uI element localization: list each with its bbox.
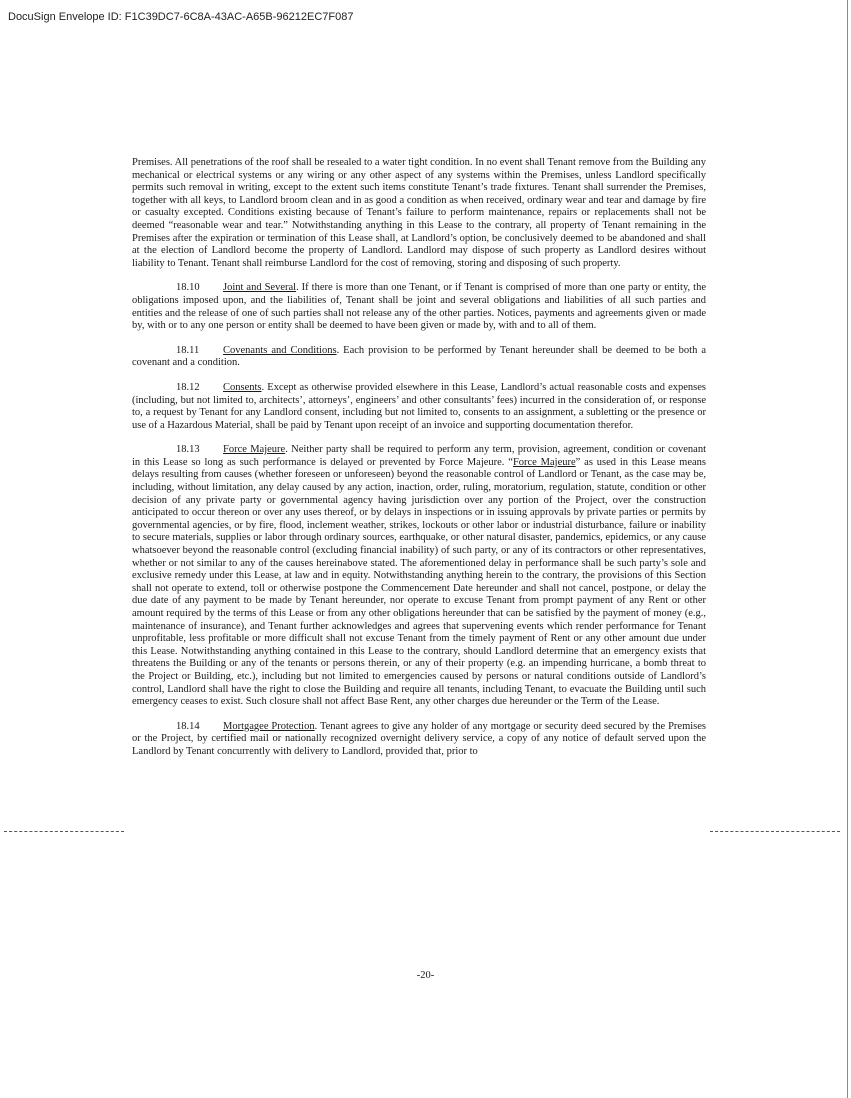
section-body: . Each provision to be performed by Tenant hereunder shall be deemed to be both a covenant and a condition. [132,344,706,369]
section-number: 18.10 [176,282,200,294]
section-title: Force Majeure [223,444,286,456]
scan-artifact-line-left [4,831,124,832]
section-number: 18.14 [176,720,200,732]
section-18-14 [132,721,706,759]
section-18-11 [132,345,706,370]
section-title: Joint and Several [223,282,297,294]
docusign-envelope-id: DocuSign Envelope ID: F1C39DC7-6C8A-43AC-A65B-96212EC7F087 [8,11,354,23]
section-body: . Except as otherwise provided elsewhere in this Lease, Landlord’s actual reasonable costs and expenses (including, but not limited to, architects’, attorneys’, engineers’ and other consultants’ fees) incurred in the consideration of, or response to, a request by Tenant for any Landlord consent, including but not limited to, consents to an assignment, a subletting or the presence or use of a Hazardous Material, shall be paid by Tenant upon receipt of an invoice and supporting documentation therefor. [132,381,706,431]
section-18-10 [132,282,706,332]
section-body-part-b: ” as used in this Lease means delays resulting from causes (whether foreseen or unforeseen) beyond the reasonable control of Landlord or Tenant, as the case may be, including, without limitation, any delay caused by any action, inaction, order, ruling, moratorium, regulation, statute, condition or other decision of any private party or governmental agency having jurisdiction over any portion of the Project, over the construction anticipated to occur thereon or over any uses thereof, or by delays in inspections or in issuing approvals by private parties or permits by governmental agencies, or by fire, flood, inclement weather, strikes, lockouts or other labor or industrial disturbance, failure or inability to secure materials, supplies or labor through ordinary sources, earthquake, or other natural disaster, pandemics, epidemics, or any cause whatsoever beyond the reasonable control (excluding financial inability) of such party, or any of its contractors or other representatives, whether or not similar to any of the causes hereinabove stated. The aforementioned delay in performance shall be such party’s sole and exclusive remedy under this Lease, at law and in equity. Notwithstanding anything herein to the contrary, the provisions of this Section shall not operate to extend, toll or otherwise postpone the Commencement Date hereunder and shall not cancel, postpone, or delay the due date of any payment to be made by Tenant hereunder, nor operate to excuse Tenant from prompt payment of any Rent or other amount required by the terms of this Lease or from any other obligations hereunder that can be satisfied by the payment of money (e.g., maintenance of insurance), and Tenant further acknowledges and agrees that supervening events which render performance for Tenant unprofitable, less profitable or more difficult shall not excuse Tenant from the timely payment of Rent or any other amount due under this Lease. Notwithstanding anything contained in this Lease to the contrary, should Landlord determine that an emergency exists that threatens the Building or any of the tenants or persons therein, or any of their property (e.g. an impending hurricane, a bomb threat to the Project or Building, etc.), including but not limited to emergencies caused by persons or natural conditions outside of Landlord’s control, Landlord shall have the right to close the Building and require all tenants, including Tenant, to evacuate the Building until such emergency ceases to exist. Such closure shall not affect Base Rent, any other charges due hereunder or the Term of the Lease. [132,456,707,708]
page-body [132,157,706,771]
section-title: Consents [223,381,262,393]
section-body: . Tenant agrees to give any holder of any mortgage or security deed secured by the Premises or the Project, by certified mail or nationally recognized overnight delivery service, a copy of any notice of default served upon the Landlord by Tenant concurrently with delivery to Landlord, provided that, prior to [132,720,706,757]
section-title: Mortgagee Protection [223,720,315,732]
scan-artifact-line-right [710,831,840,832]
section-number: 18.11 [176,344,200,356]
defined-term: Force Majeure [512,456,576,468]
section-body: . If there is more than one Tenant, or if Tenant is comprised of more than one party or entity, the obligations imposed upon, and the liabilities of, Tenant shall be joint and several obligations and liabilities of all such parties and entities and the release of one of such parties shall not release any of the other parties. Notices, payments and agreements given or made by, with or to any one person or entity shall be deemed to have been given or made by, with and to all of them. [132,282,706,332]
scan-page-edge [847,0,848,1098]
section-number: 18.13 [176,444,200,456]
section-title: Covenants and Conditions [223,344,337,356]
section-number: 18.12 [176,381,200,393]
intro-paragraph: Premises. All penetrations of the roof shall be resealed to a water tight condition. In no event shall Tenant remove from the Building any mechanical or electrical systems or any wiring or any other aspect of any systems within the Premises, unless Landlord specifically permits such removal in writing, except to the extent such items constitute Tenant’s trade fixtures. Tenant shall surrender the Premises, together with all keys, to Landlord broom clean and in as good a condition as when received, ordinary wear and tear and damage by fire or casualty excepted. Conditions existing because of Tenant’s failure to perform maintenance, repairs or replacements shall not be deemed “reasonable wear and tear.” Notwithstanding anything in this Lease to the contrary, all property of Tenant remaining in the Premises after the expiration or termination of this Lease shall, at Landlord’s option, be conclusively deemed to be abandoned and shall at the election of Landlord become the property of Landlord. Landlord may dispose of such property as Landlord desires without liability to Tenant. Tenant shall reimburse Landlord for the cost of removing, storing and disposing of such property. [132,157,706,269]
section-18-12 [132,382,706,432]
section-18-13 [132,444,706,708]
section-body-part-a: . Neither party shall be required to perform any term, provision, agreement, condition or covenant in this Lease so long as such performance is delayed or prevented by Force Majeure. “ [132,444,707,468]
page-number: -20- [416,970,435,981]
